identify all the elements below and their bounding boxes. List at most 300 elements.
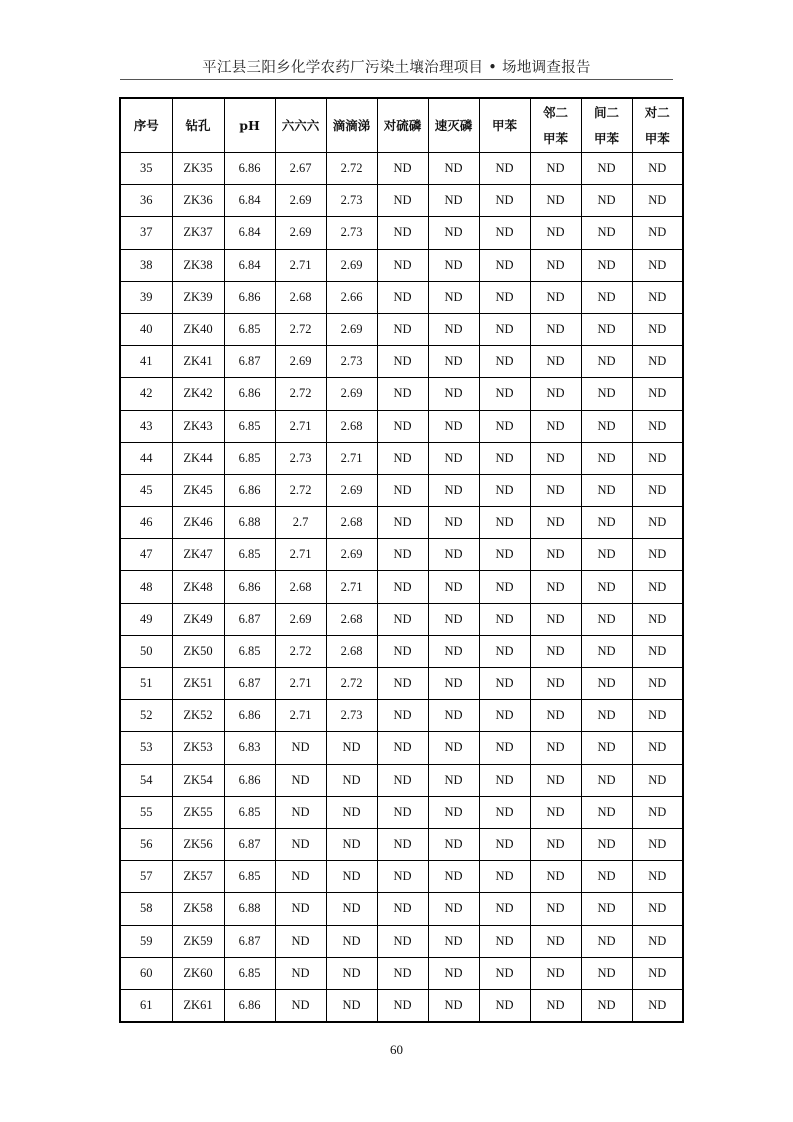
table-cell: ND [428,700,479,732]
table-cell: 6.85 [224,539,275,571]
table-cell: ND [428,474,479,506]
table-cell: ND [428,828,479,860]
table-cell: 49 [120,603,172,635]
table-cell: 2.71 [275,410,326,442]
table-cell: 2.72 [275,313,326,345]
table-cell: ND [326,796,377,828]
table-cell: ND [326,957,377,989]
table-cell: ND [632,539,683,571]
table-cell: 2.69 [326,378,377,410]
table-cell: 2.71 [275,249,326,281]
table-row [120,893,683,925]
table-cell: ND [632,346,683,378]
table-cell: ND [428,796,479,828]
table-cell: ND [377,700,428,732]
table-cell: ND [377,635,428,667]
table-cell: ND [479,989,530,1022]
table-cell: ND [530,796,581,828]
table-cell: 6.85 [224,861,275,893]
table-cell: 2.72 [275,635,326,667]
table-cell: ND [530,957,581,989]
column-header: pH [224,98,275,153]
table-cell: ND [479,925,530,957]
table-cell: 6.86 [224,989,275,1022]
table-cell: ND [275,732,326,764]
table-cell: ZK40 [172,313,224,345]
table-cell: ND [479,732,530,764]
table-cell: ZK61 [172,989,224,1022]
table-cell: ND [581,313,632,345]
table-cell: ZK43 [172,410,224,442]
table-cell: ND [479,442,530,474]
table-cell: ND [581,861,632,893]
table-cell: ZK53 [172,732,224,764]
table-cell: ND [530,249,581,281]
table-cell: ND [428,861,479,893]
table-cell: ZK52 [172,700,224,732]
table-cell: ND [479,249,530,281]
table-cell: ND [377,603,428,635]
table-cell: ND [377,507,428,539]
table-cell: ND [479,796,530,828]
table-cell: ND [428,410,479,442]
table-cell: ND [581,217,632,249]
table-cell: 59 [120,925,172,957]
table-cell: 53 [120,732,172,764]
table-cell: ND [428,153,479,185]
table-cell: ND [530,635,581,667]
table-cell: ND [632,668,683,700]
table-cell: 50 [120,635,172,667]
table-cell: ND [479,185,530,217]
table-cell: ND [377,249,428,281]
table-cell: ND [581,507,632,539]
table-cell: 46 [120,507,172,539]
table-row [120,539,683,571]
table-cell: ND [275,893,326,925]
table-row [120,217,683,249]
table-cell: 2.73 [275,442,326,474]
table-header-row [120,98,683,153]
table-cell: 6.85 [224,796,275,828]
table-cell: ND [428,732,479,764]
table-cell: 6.87 [224,828,275,860]
table-cell: ND [581,442,632,474]
table-cell: 2.71 [326,442,377,474]
table-cell: 6.87 [224,603,275,635]
table-cell: ZK38 [172,249,224,281]
table-cell: ND [479,861,530,893]
table-cell: ND [530,700,581,732]
table-row [120,989,683,1022]
table-row [120,249,683,281]
table-cell: 2.71 [275,668,326,700]
table-row [120,700,683,732]
table-cell: ZK44 [172,442,224,474]
table-cell: ND [530,989,581,1022]
table-cell: ND [479,668,530,700]
table-cell: 58 [120,893,172,925]
table-cell: ND [428,539,479,571]
table-cell: ND [632,989,683,1022]
table-cell: ND [632,410,683,442]
table-cell: ND [632,796,683,828]
table-cell: ND [581,796,632,828]
table-cell: 2.68 [275,571,326,603]
table-cell: ZK42 [172,378,224,410]
table-cell: ND [530,346,581,378]
table-cell: ZK37 [172,217,224,249]
table-cell: ND [428,442,479,474]
table-cell: ND [581,603,632,635]
table-cell: ND [377,796,428,828]
table-cell: ND [581,185,632,217]
page-header-title: 平江县三阳乡化学农药厂污染土壤治理项目 • 场地调查报告 [202,60,591,76]
table-cell: 2.7 [275,507,326,539]
table-cell: ND [479,828,530,860]
table-cell: 44 [120,442,172,474]
table-cell: ND [428,185,479,217]
table-cell: ND [326,828,377,860]
table-cell: ND [326,893,377,925]
table-cell: 37 [120,217,172,249]
table-cell: ND [377,281,428,313]
table-cell: ND [530,893,581,925]
table-cell: ND [479,313,530,345]
page-number: 60 [390,1042,403,1057]
table-cell: ND [479,410,530,442]
table-cell: ND [632,603,683,635]
table-row [120,442,683,474]
table-cell: ND [581,153,632,185]
table-cell: ZK36 [172,185,224,217]
table-cell: ND [428,281,479,313]
header-divider [120,79,673,80]
column-header: 钻孔 [172,98,224,153]
table-cell: 2.72 [326,668,377,700]
table-cell: ND [479,346,530,378]
table-cell: ND [479,957,530,989]
table-cell: ND [428,378,479,410]
table-cell: ND [428,989,479,1022]
table-cell: 54 [120,764,172,796]
column-header: 序号 [120,98,172,153]
table-cell: ND [632,474,683,506]
table-cell: ND [581,346,632,378]
table-cell: ND [581,249,632,281]
table-cell: ND [428,635,479,667]
table-cell: 2.71 [326,571,377,603]
table-cell: 43 [120,410,172,442]
table-cell: 2.69 [326,313,377,345]
table-cell: ND [530,603,581,635]
table-cell: ND [479,153,530,185]
table-cell: 47 [120,539,172,571]
table-cell: 60 [120,957,172,989]
table-row [120,281,683,313]
table-cell: ND [428,313,479,345]
table-cell: ND [632,571,683,603]
table-cell: ND [377,925,428,957]
table-cell: ZK46 [172,507,224,539]
table-cell: ND [377,539,428,571]
table-cell: ND [479,378,530,410]
column-header: 六六六 [275,98,326,153]
table-cell: 6.86 [224,474,275,506]
table-cell: ND [581,571,632,603]
table-cell: 6.84 [224,185,275,217]
table-row [120,571,683,603]
table-body [120,153,683,1023]
table-cell: ZK49 [172,603,224,635]
table-cell: ND [428,893,479,925]
table-cell: ND [377,442,428,474]
table-cell: ND [530,313,581,345]
table-cell: ND [275,796,326,828]
table-row [120,378,683,410]
table-cell: 2.68 [275,281,326,313]
results-table [119,97,684,1023]
table-cell: ND [632,153,683,185]
table-cell: ND [530,925,581,957]
table-cell: 6.88 [224,507,275,539]
table-cell: ND [377,828,428,860]
table-cell: ND [581,925,632,957]
table-row [120,668,683,700]
table-cell: ND [632,893,683,925]
table-cell: ND [377,378,428,410]
table-cell: 40 [120,313,172,345]
table-cell: 2.68 [326,507,377,539]
table-cell: ND [377,861,428,893]
table-cell: ND [581,474,632,506]
table-cell: 2.71 [275,700,326,732]
table-cell: 2.72 [275,474,326,506]
table-cell: ND [326,989,377,1022]
table-cell: ND [581,957,632,989]
table-cell: ZK60 [172,957,224,989]
table-cell: ND [377,668,428,700]
table-cell: 56 [120,828,172,860]
table-cell: ND [530,281,581,313]
table-cell: ND [428,346,479,378]
table-cell: ZK50 [172,635,224,667]
table-cell: ZK35 [172,153,224,185]
table-cell: 57 [120,861,172,893]
table-cell: 6.85 [224,410,275,442]
table-cell: 55 [120,796,172,828]
table-row [120,603,683,635]
table-row [120,410,683,442]
table-cell: ND [479,893,530,925]
table-cell: ND [326,732,377,764]
table-cell: 6.86 [224,281,275,313]
table-cell: 2.66 [326,281,377,313]
table-cell: 2.69 [275,185,326,217]
table-cell: ND [479,507,530,539]
table-cell: ND [428,925,479,957]
table-cell: ND [632,442,683,474]
table-cell: ND [530,861,581,893]
table-cell: ND [632,828,683,860]
table-cell: ND [632,249,683,281]
table-cell: ND [632,217,683,249]
table-cell: 6.87 [224,668,275,700]
table-cell: 2.69 [326,249,377,281]
table-cell: 2.73 [326,217,377,249]
table-cell: ZK41 [172,346,224,378]
table-cell: ND [581,700,632,732]
table-cell: 6.86 [224,764,275,796]
table-cell: 2.68 [326,603,377,635]
table-cell: ND [428,217,479,249]
table-cell: ND [479,217,530,249]
column-header: 间二 甲苯 [581,98,632,153]
table-cell: ND [632,957,683,989]
table-cell: 2.69 [275,346,326,378]
table-cell: 6.86 [224,571,275,603]
table-cell: 6.85 [224,313,275,345]
table-cell: ND [530,410,581,442]
table-row [120,925,683,957]
table-cell: ND [581,668,632,700]
table-cell: ND [581,732,632,764]
table-cell: 61 [120,989,172,1022]
table-cell: ND [377,410,428,442]
table-cell: ZK54 [172,764,224,796]
table-cell: ND [530,507,581,539]
table-cell: ND [428,764,479,796]
table-row [120,474,683,506]
table-row [120,732,683,764]
table-cell: ND [632,925,683,957]
table-cell: ND [632,378,683,410]
table-cell: ND [479,281,530,313]
table-cell: ND [479,474,530,506]
table-cell: ND [377,764,428,796]
table-cell: 2.69 [275,217,326,249]
table-cell: ND [530,378,581,410]
table-row [120,796,683,828]
table-cell: ND [428,507,479,539]
column-header: 对硫磷 [377,98,428,153]
table-row [120,635,683,667]
table-cell: ND [632,185,683,217]
table-cell: 6.83 [224,732,275,764]
table-cell: ND [530,153,581,185]
table-cell: 2.69 [326,474,377,506]
table-cell: ND [632,281,683,313]
table-cell: 2.72 [326,153,377,185]
table-cell: ND [326,764,377,796]
table-cell: 6.87 [224,925,275,957]
table-cell: 6.86 [224,700,275,732]
column-header: 滴滴涕 [326,98,377,153]
table-cell: ND [581,410,632,442]
table-cell: ND [377,957,428,989]
table-cell: ZK58 [172,893,224,925]
table-row [120,764,683,796]
table-cell: 2.73 [326,700,377,732]
table-cell: ND [581,989,632,1022]
table-cell: ND [377,313,428,345]
table-cell: ZK51 [172,668,224,700]
table-cell: 52 [120,700,172,732]
table-cell: ND [581,893,632,925]
table-cell: ZK55 [172,796,224,828]
table-cell: 6.84 [224,217,275,249]
table-cell: 6.88 [224,893,275,925]
table-cell: 2.72 [275,378,326,410]
table-cell: 6.85 [224,442,275,474]
table-cell: ND [479,571,530,603]
table-cell: ND [632,732,683,764]
table-cell: ZK56 [172,828,224,860]
table-cell: ND [581,539,632,571]
table-cell: ND [428,668,479,700]
table-cell: ND [479,635,530,667]
table-cell: ND [581,828,632,860]
column-header: 甲苯 [479,98,530,153]
table-row [120,957,683,989]
table-cell: 2.68 [326,635,377,667]
table-row [120,346,683,378]
table-cell: ND [326,925,377,957]
table-cell: 38 [120,249,172,281]
table-cell: 6.86 [224,153,275,185]
table-cell: ND [479,764,530,796]
table-cell: ZK48 [172,571,224,603]
table-cell: ND [377,185,428,217]
table-cell: ND [530,442,581,474]
table-cell: ND [275,828,326,860]
table-cell: 6.87 [224,346,275,378]
table-cell: 2.69 [275,603,326,635]
table-cell: 36 [120,185,172,217]
table-cell: 2.71 [275,539,326,571]
table-cell: ND [530,732,581,764]
table-cell: 6.85 [224,635,275,667]
table-cell: ND [377,571,428,603]
table-cell: ND [275,764,326,796]
table-cell: 6.85 [224,957,275,989]
column-header: 邻二 甲苯 [530,98,581,153]
table-cell: ND [275,861,326,893]
table-cell: ZK57 [172,861,224,893]
table-cell: ND [530,571,581,603]
table-cell: ND [632,507,683,539]
table-cell: 48 [120,571,172,603]
table-cell: 35 [120,153,172,185]
table-cell: ND [428,571,479,603]
table-cell: ND [530,828,581,860]
table-cell: ND [581,378,632,410]
table-cell: 2.69 [326,539,377,571]
table-cell: ND [377,217,428,249]
table-cell: ND [428,957,479,989]
table-cell: 45 [120,474,172,506]
table-cell: ND [530,185,581,217]
table-cell: ND [632,700,683,732]
table-row [120,828,683,860]
table-cell: ND [632,313,683,345]
table-row [120,861,683,893]
table-cell: ND [530,764,581,796]
table-cell: ND [428,603,479,635]
column-header: 速灭磷 [428,98,479,153]
table-cell: 2.67 [275,153,326,185]
table-cell: ND [479,539,530,571]
